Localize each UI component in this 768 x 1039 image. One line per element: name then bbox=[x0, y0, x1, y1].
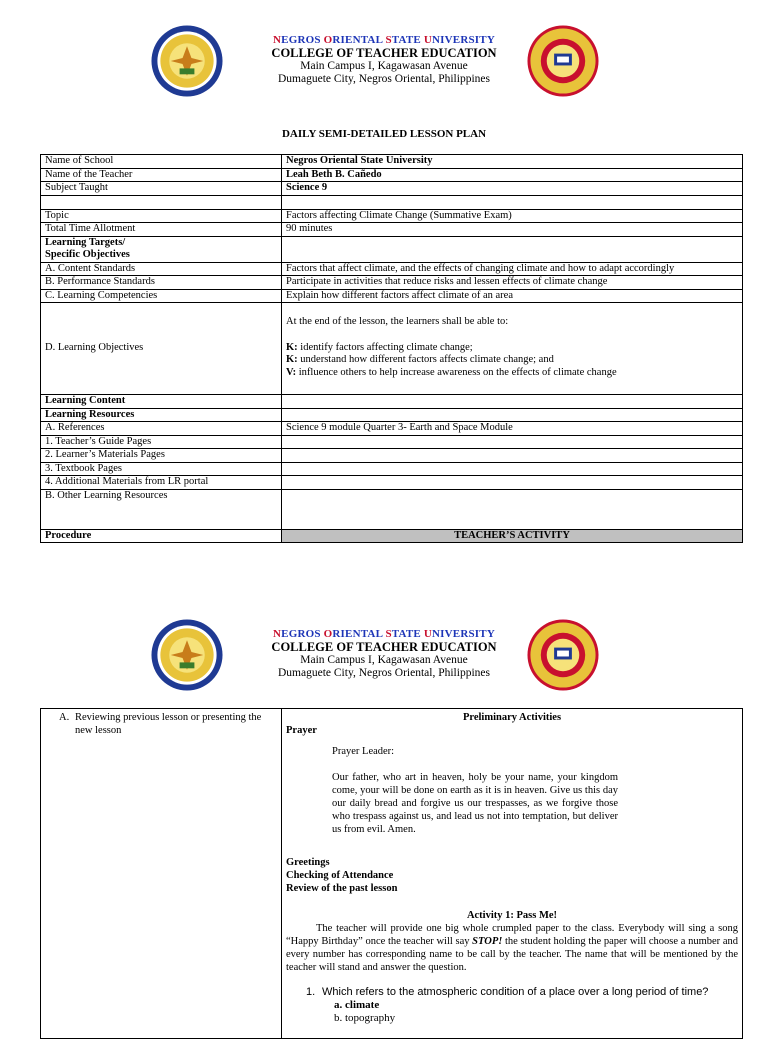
greetings-heading: Greetings bbox=[286, 857, 330, 868]
lesson-info-table bbox=[40, 154, 743, 543]
objectives-intro: At the end of the lesson, the learners shall be able to: bbox=[286, 316, 509, 327]
references-label: A. References bbox=[41, 422, 282, 436]
empty-cell bbox=[282, 449, 743, 463]
table-row bbox=[41, 276, 743, 290]
topic-value: Factors affecting Climate Change (Summative Exam) bbox=[282, 209, 743, 223]
other-resources-label: B. Other Learning Resources bbox=[41, 489, 282, 529]
university-name: NEGROS ORIENTAL STATE UNIVERSITY bbox=[273, 34, 495, 46]
learning-targets-line-2: Specific Objectives bbox=[45, 249, 130, 260]
procedure-step-cell bbox=[41, 709, 282, 1039]
teacher-value: Leah Beth B. Cañedo bbox=[282, 168, 743, 182]
table-row bbox=[41, 422, 743, 436]
learning-content-label: Learning Content bbox=[41, 395, 282, 409]
preliminary-activities-heading: Preliminary Activities bbox=[462, 712, 562, 723]
table-row bbox=[41, 168, 743, 182]
competencies-label: C. Learning Competencies bbox=[41, 289, 282, 303]
address-line-1: Main Campus I, Kagawasan Avenue bbox=[300, 654, 468, 666]
table-row bbox=[41, 462, 743, 476]
question-1 bbox=[306, 986, 738, 1025]
empty-cell bbox=[282, 489, 743, 529]
attendance-heading: Checking of Attendance bbox=[286, 870, 394, 881]
header-text-block bbox=[234, 34, 534, 86]
prayer-leader: Prayer Leader: bbox=[332, 746, 395, 757]
activity-instructions: The teacher will provide one big whole crumpled paper to the class. Everybody will sing a song “Happy Birthday” once the teacher will say STOP! the student holding the paper will choose a number and every number has corresponding name to be call by the teacher. The name that will be mentioned by the teacher will stand and answer the question. bbox=[286, 923, 738, 973]
table-row bbox=[41, 182, 743, 196]
topic-label: Topic bbox=[41, 209, 282, 223]
empty-cell bbox=[282, 195, 743, 209]
seal-icon bbox=[526, 24, 600, 98]
empty-cell bbox=[41, 195, 282, 209]
subject-value: Science 9 bbox=[282, 182, 743, 196]
teacher-activity-cell bbox=[282, 709, 743, 1039]
page2-header bbox=[0, 616, 768, 706]
competencies-value: Explain how different factors affect climate of an area bbox=[282, 289, 743, 303]
procedure-table bbox=[40, 708, 743, 1039]
empty-cell bbox=[282, 236, 743, 262]
seal-icon bbox=[150, 24, 224, 98]
question-1-text: 1. Which refers to the atmospheric condition of a place over a long period of time? bbox=[306, 986, 709, 998]
prayer-heading: Prayer bbox=[286, 725, 317, 736]
review-heading: Review of the past lesson bbox=[286, 883, 398, 894]
learning-targets-label bbox=[41, 236, 282, 262]
address-line-1: Main Campus I, Kagawasan Avenue bbox=[300, 60, 468, 72]
document-title: DAILY SEMI-DETAILED LESSON PLAN bbox=[281, 128, 487, 140]
time-label: Total Time Allotment bbox=[41, 223, 282, 237]
step-a-text: Reviewing previous lesson or presenting the new lesson bbox=[75, 712, 262, 736]
empty-cell bbox=[282, 395, 743, 409]
university-seal bbox=[526, 24, 600, 98]
empty-cell bbox=[282, 435, 743, 449]
table-row bbox=[41, 236, 743, 262]
school-label: Name of School bbox=[41, 155, 282, 169]
table-row bbox=[41, 209, 743, 223]
procedure-step-a bbox=[59, 711, 277, 737]
college-of-education-seal bbox=[150, 618, 224, 692]
additional-materials-label: 4. Additional Materials from LR portal bbox=[41, 476, 282, 490]
table-row bbox=[41, 476, 743, 490]
school-value: Negros Oriental State University bbox=[282, 155, 743, 169]
page1-header bbox=[0, 22, 768, 112]
table-row bbox=[41, 529, 743, 543]
address-line-2: Dumaguete City, Negros Oriental, Philippines bbox=[278, 73, 490, 85]
content-standards-value: Factors that affect climate, and the effects of changing climate and how to adapt accordingly bbox=[282, 262, 743, 276]
table-row bbox=[41, 289, 743, 303]
teacher-activity-header: TEACHER’S ACTIVITY bbox=[282, 529, 743, 543]
table-row bbox=[41, 435, 743, 449]
time-value: 90 minutes bbox=[282, 223, 743, 237]
textbook-pages-label: 3. Textbook Pages bbox=[41, 462, 282, 476]
table-row bbox=[41, 262, 743, 276]
objective-k1: K: identify factors affecting climate change; bbox=[286, 341, 473, 353]
header-text-block bbox=[234, 628, 534, 680]
seal-icon bbox=[150, 618, 224, 692]
empty-cell bbox=[282, 476, 743, 490]
learning-targets-line-1: Learning Targets/ bbox=[45, 236, 126, 248]
college-of-education-seal bbox=[150, 24, 224, 98]
objectives-label: D. Learning Objectives bbox=[41, 303, 282, 395]
objective-k2: K: understand how different factors affects climate change; and bbox=[286, 354, 554, 365]
university-name: NEGROS ORIENTAL STATE UNIVERSITY bbox=[273, 628, 495, 640]
learners-materials-label: 2. Learner’s Materials Pages bbox=[41, 449, 282, 463]
objectives-value bbox=[282, 303, 743, 395]
university-seal bbox=[526, 618, 600, 692]
performance-standards-label: B. Performance Standards bbox=[41, 276, 282, 290]
procedure-label: Procedure bbox=[41, 529, 282, 543]
table-row bbox=[41, 195, 743, 209]
teacher-label: Name of the Teacher bbox=[41, 168, 282, 182]
table-row bbox=[41, 223, 743, 237]
empty-cell bbox=[282, 462, 743, 476]
content-standards-label: A. Content Standards bbox=[41, 262, 282, 276]
table-row bbox=[41, 709, 743, 1039]
teachers-guide-label: 1. Teacher’s Guide Pages bbox=[41, 435, 282, 449]
table-row bbox=[41, 303, 743, 395]
table-row bbox=[41, 155, 743, 169]
activity-title: Activity 1: Pass Me! bbox=[466, 910, 558, 921]
college-name: COLLEGE OF TEACHER EDUCATION bbox=[271, 640, 497, 654]
seal-icon bbox=[526, 618, 600, 692]
table-row bbox=[41, 489, 743, 529]
references-value: Science 9 module Quarter 3- Earth and Space Module bbox=[282, 422, 743, 436]
empty-cell bbox=[282, 408, 743, 422]
table-row bbox=[41, 449, 743, 463]
college-name: COLLEGE OF TEACHER EDUCATION bbox=[271, 46, 497, 60]
table-row bbox=[41, 395, 743, 409]
subject-label: Subject Taught bbox=[41, 182, 282, 196]
learning-resources-label: Learning Resources bbox=[41, 408, 282, 422]
question-1-option-a: a. climate bbox=[334, 999, 380, 1011]
table-row bbox=[41, 408, 743, 422]
prayer-text: Our father, who art in heaven, holy be your name, your kingdom come, your will be done on earth as it is in heaven. Give us this day our daily bread and forgive us our trespasses, as we forgive those who trespass against us, and lead us not into temptation, but deliver us from evil. Amen. bbox=[332, 772, 618, 835]
question-1-option-b: b. topography bbox=[334, 1012, 396, 1024]
objective-v: V: influence others to help increase awareness on the effects of climate change bbox=[286, 366, 617, 378]
step-a-letter: A. bbox=[59, 712, 70, 723]
address-line-2: Dumaguete City, Negros Oriental, Philippines bbox=[278, 667, 490, 679]
performance-standards-value: Participate in activities that reduce risks and lessen effects of climate change bbox=[282, 276, 743, 290]
